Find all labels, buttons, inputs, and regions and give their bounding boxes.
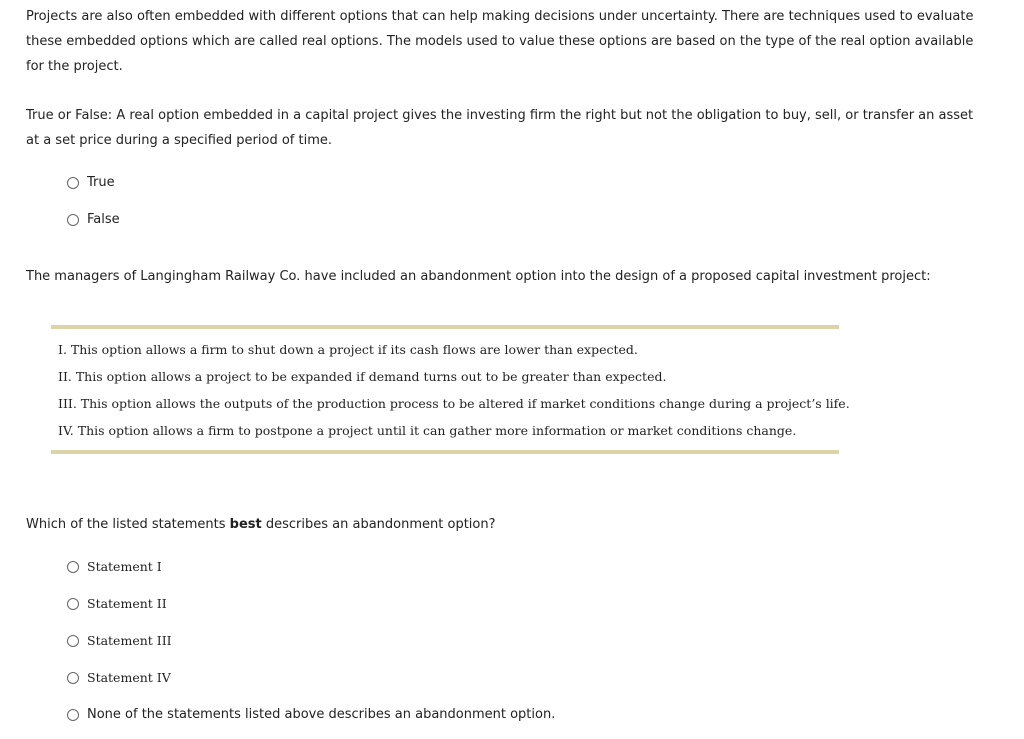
q2-option-statement-ii[interactable] [67,595,167,613]
radio-button-icon[interactable] [67,177,79,189]
q2-option-statement-iii[interactable] [67,632,172,650]
q1-option-label: True [87,175,115,190]
statements-bottom-rule [51,450,839,454]
statement-ii: II. This option allows a project to be expanded if demand turns out to be greater than expected. [58,369,667,384]
statement-i: I. This option allows a firm to shut down a project if its cash flows are lower than expected. [58,342,638,357]
intro-paragraph: Projects are also often embedded with different options that can help making decisions under uncertainty. There are techniques used to evaluate these embedded options which are called real options. The models used to value these options are based on the type of the real option available for the project. [26,9,974,74]
scenario-text: The managers of Langingham Railway Co. have included an abandonment option into the design of a proposed capital investment project: [26,269,931,284]
statement-iii: III. This option allows the outputs of the production process to be altered if market conditions change during a project’s life. [58,396,850,411]
statement-iv: IV. This option allows a firm to postpone a project until it can gather more information or market conditions change. [58,423,797,438]
radio-button-icon[interactable] [67,672,79,684]
statements-top-rule [51,325,839,329]
question2-prompt-end: describes an abandonment option? [261,517,496,532]
q2-option-none[interactable] [67,706,555,724]
radio-button-icon[interactable] [67,709,79,721]
q2-option-statement-i[interactable] [67,558,162,576]
radio-button-icon[interactable] [67,561,79,573]
q2-option-label: Statement IV [87,670,171,685]
q2-option-label: None of the statements listed above describes an abandonment option. [87,707,556,722]
question2-prompt-emphasis: best [229,517,262,532]
q1-option-false[interactable] [67,211,120,229]
q2-option-label: Statement III [87,633,172,648]
q2-option-label: Statement I [87,559,162,574]
radio-button-icon[interactable] [67,598,79,610]
question2-prompt-start: Which of the listed statements [26,517,230,532]
question2-prompt [26,512,986,537]
q1-option-label: False [87,212,120,227]
radio-button-icon[interactable] [67,214,79,226]
q2-option-label: Statement II [87,596,167,611]
q1-option-true[interactable] [67,174,115,192]
question1-prompt: True or False: A real option embedded in a capital project gives the investing firm the right but not the obligation to buy, sell, or transfer an asset at a set price during a specified period of time. [26,108,974,148]
q2-option-statement-iv[interactable] [67,669,171,687]
radio-button-icon[interactable] [67,635,79,647]
